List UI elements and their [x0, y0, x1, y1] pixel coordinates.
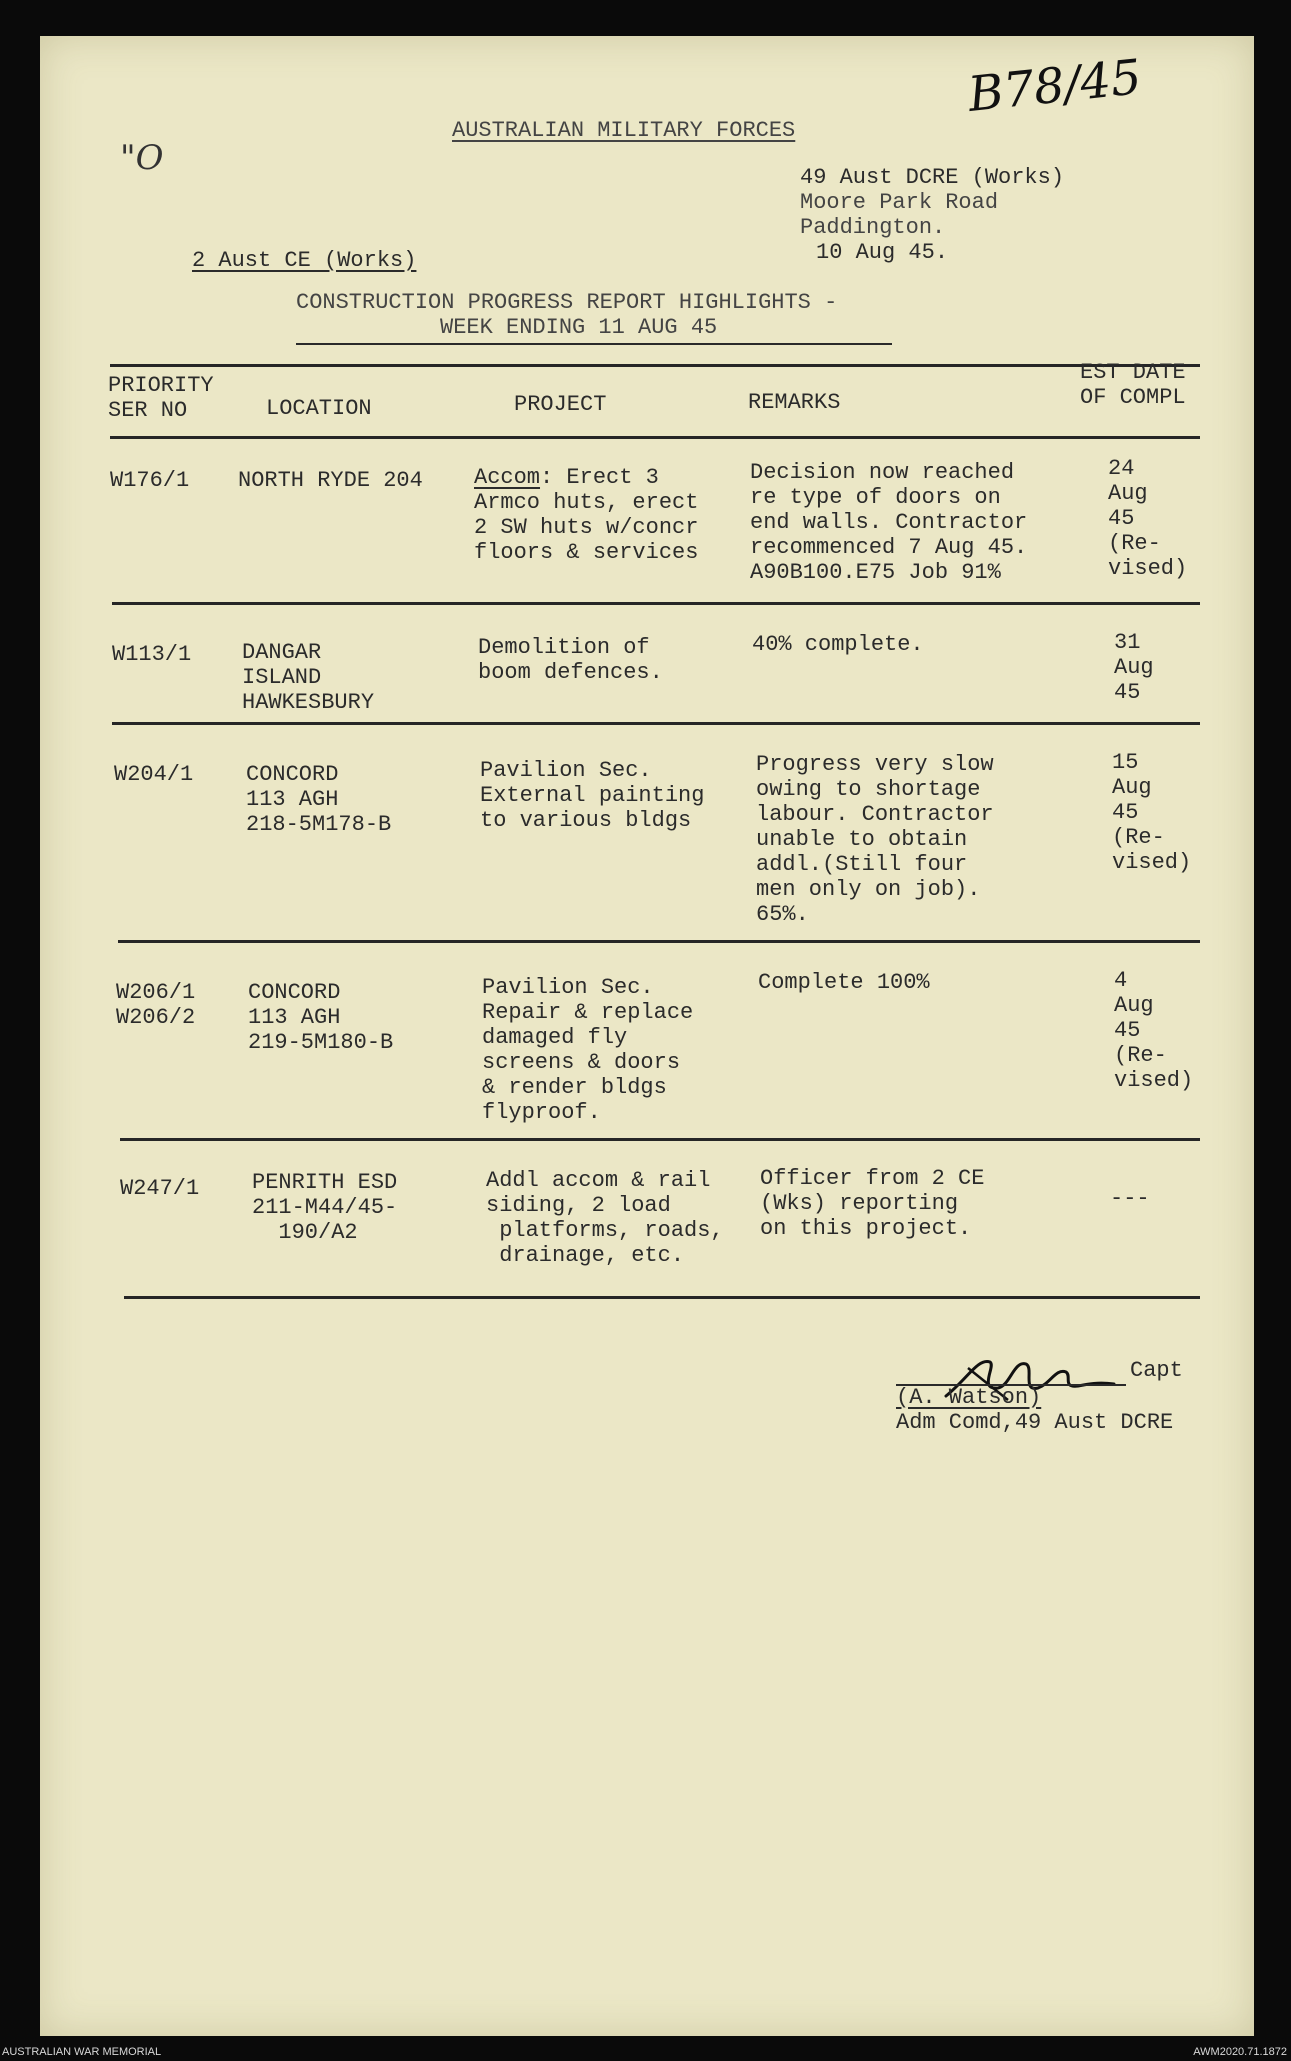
signatory-appointment: Adm Comd,49 Aust DCRE: [896, 1410, 1174, 1435]
report-subtitle: WEEK ENDING 11 AUG 45: [440, 315, 718, 340]
header-priority: PRIORITY SER NO: [108, 373, 214, 423]
corner-mark: "O: [120, 138, 164, 178]
cell-est-date: 4 Aug 45 (Re- vised): [1114, 968, 1194, 1093]
archive-credit: AUSTRALIAN WAR MEMORIAL: [2, 2046, 162, 2058]
cell-remarks: Progress very slow owing to shortage labour. Contractor unable to obtain addl.(Still four men only on job). 65%.: [756, 752, 994, 927]
cell-priority: W113/1: [112, 642, 192, 667]
cell-project: [474, 465, 698, 565]
cell-remarks: 40% complete.: [752, 632, 924, 657]
address-line: Paddington.: [800, 215, 946, 240]
cell-remarks: Officer from 2 CE (Wks) reporting on this project.: [760, 1166, 985, 1241]
signatory-rank: Capt: [1130, 1358, 1183, 1383]
header-rule: [110, 436, 1200, 439]
document-header: AUSTRALIAN MILITARY FORCES: [452, 118, 796, 143]
cell-est-date: 15 Aug 45 (Re- vised): [1112, 750, 1192, 875]
archive-reference: AWM2020.71.1872: [1193, 2046, 1287, 2058]
cell-priority: W176/1: [110, 468, 190, 493]
cell-location: DANGAR ISLAND HAWKESBURY: [242, 640, 375, 715]
project-lead: Accom: [474, 465, 541, 490]
cell-project: Addl accom & rail siding, 2 load platforms, roads, drainage, etc.: [486, 1168, 724, 1268]
address-line: 49 Aust DCRE (Works): [800, 165, 1065, 190]
cell-priority: W206/1 W206/2: [116, 980, 196, 1030]
cell-project: Pavilion Sec. External painting to various bldgs: [480, 758, 705, 833]
table-top-rule: [110, 364, 1200, 367]
title-underline: [296, 343, 892, 345]
cell-est-date: 31 Aug 45: [1114, 630, 1154, 705]
header-remarks: REMARKS: [748, 390, 841, 415]
row-divider: [120, 1138, 1200, 1141]
row-divider: [112, 602, 1200, 605]
header-project: PROJECT: [514, 392, 607, 417]
address-line: 10 Aug 45.: [816, 240, 949, 265]
cell-location: NORTH RYDE 204: [238, 468, 423, 493]
addressee: 2 Aust CE (Works): [192, 248, 417, 273]
header-est-date: EST DATE OF COMPL: [1080, 360, 1186, 410]
report-title: CONSTRUCTION PROGRESS REPORT HIGHLIGHTS -: [296, 290, 838, 315]
cell-remarks: Decision now reached re type of doors on end walls. Contractor recommenced 7 Aug 45. A90B100.E75 Job 91%: [750, 460, 1028, 585]
cell-est-date: ---: [1110, 1186, 1150, 1211]
cell-location: CONCORD 113 AGH 218-5M178-B: [246, 762, 392, 837]
cell-priority: W204/1: [114, 762, 194, 787]
address-line: Moore Park Road: [800, 190, 999, 215]
cell-est-date: 24 Aug 45 (Re- vised): [1108, 456, 1188, 581]
file-mark: B78/45: [965, 49, 1145, 123]
cell-location: CONCORD 113 AGH 219-5M180-B: [248, 980, 394, 1055]
cell-location: PENRITH ESD 211-M44/45- 190/A2: [252, 1170, 398, 1245]
table-bottom-rule: [124, 1296, 1200, 1299]
cell-priority: W247/1: [120, 1176, 200, 1201]
row-divider: [112, 722, 1200, 725]
row-divider: [118, 940, 1200, 943]
cell-project: Demolition of boom defences.: [478, 635, 663, 685]
header-location: LOCATION: [266, 396, 372, 421]
signatory-name: (A. Watson): [896, 1385, 1042, 1410]
cell-remarks: Complete 100%: [758, 970, 930, 995]
cell-project: Pavilion Sec. Repair & replace damaged fly screens & doors & render bldgs flyproof.: [482, 975, 694, 1125]
project-text: : Erect 3 Armco huts, erect 2 SW huts w/concr floors & services: [474, 465, 699, 565]
